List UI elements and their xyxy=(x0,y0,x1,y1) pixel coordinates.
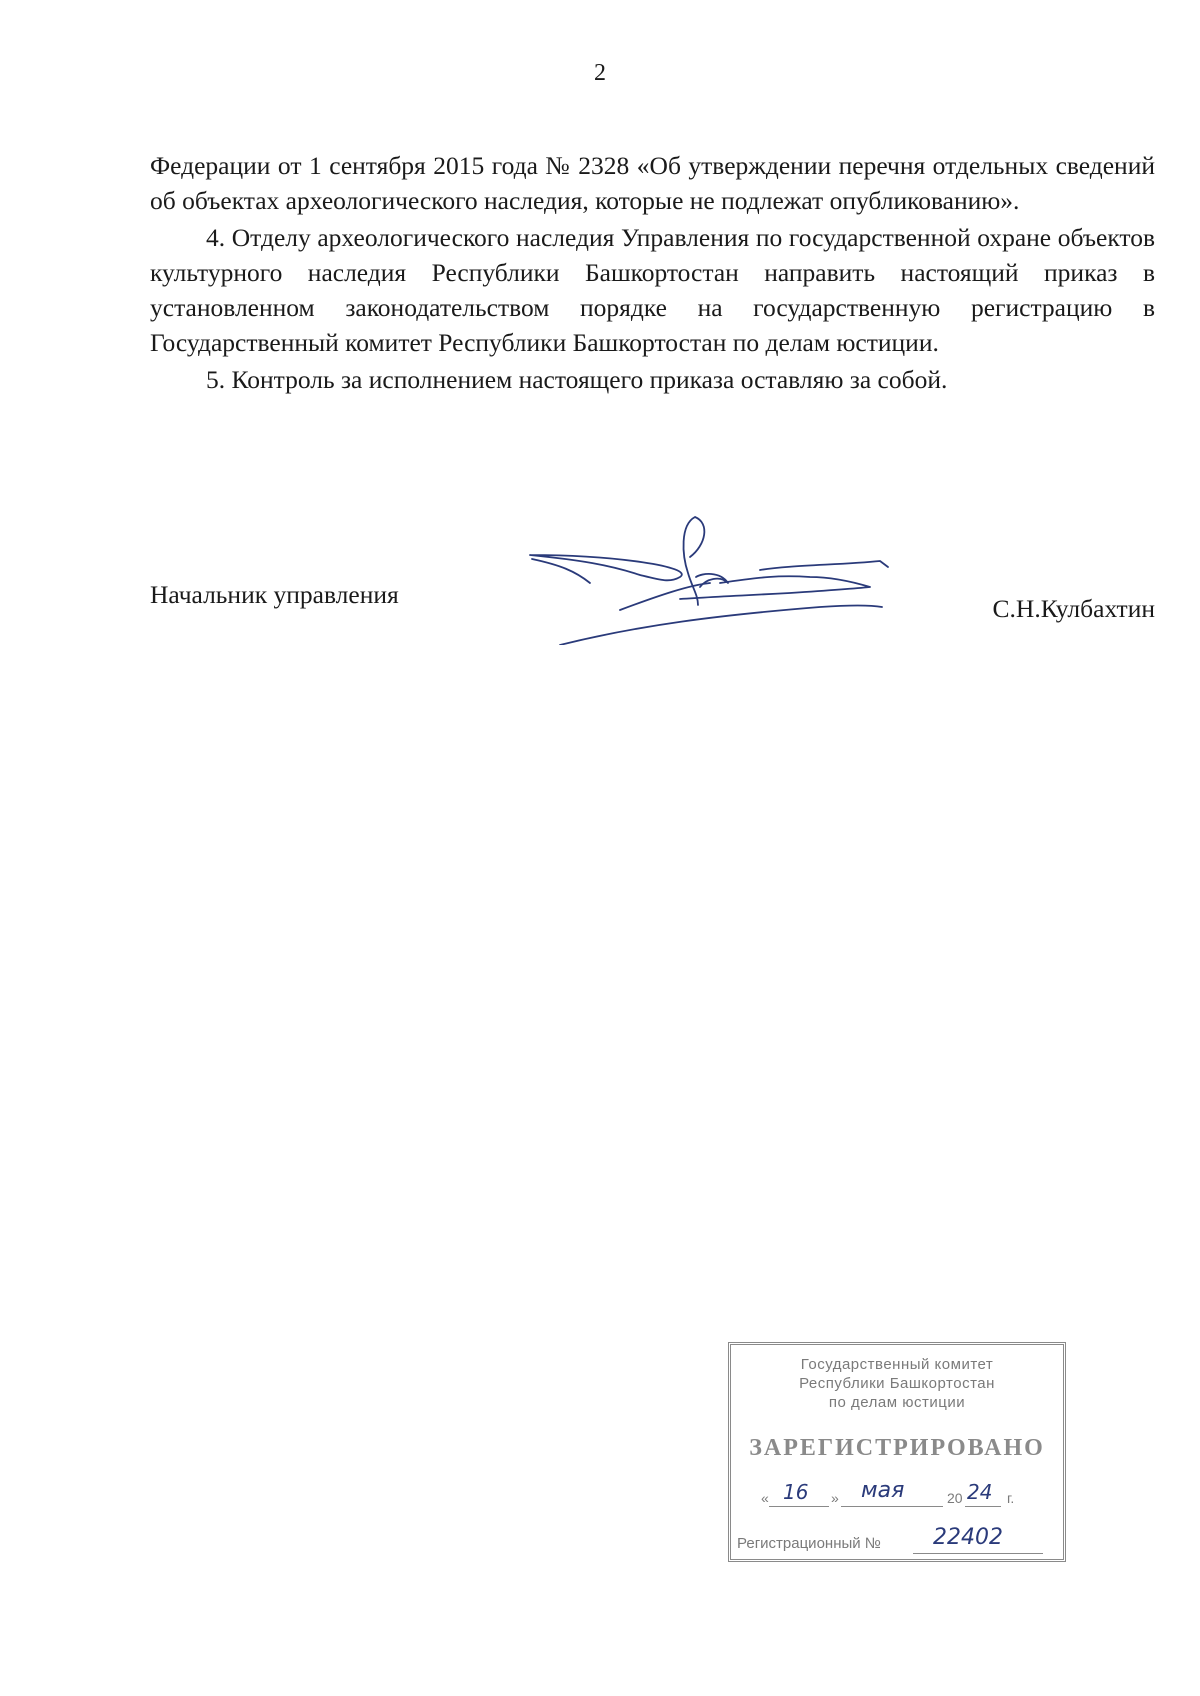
stamp-authority-line-1: Государственный комитет xyxy=(800,1356,994,1373)
stamp-year-unit: г. xyxy=(1007,1490,1015,1506)
registration-stamp xyxy=(728,1342,1066,1562)
paragraph-item-4: 4. Отделу археологического наследия Управления по государственной охране объектов культурного наследия Республики Башкортостан направить настоящий приказ в установленном законодательством порядке на государственную регистрацию в Государственный комитет Республики Башкортостан по делам юстиции. xyxy=(150,223,1155,357)
stamp-open-quote: « xyxy=(761,1490,769,1506)
signer-name: С.Н.Кулбахтин xyxy=(992,594,1155,623)
stamp-month: мая xyxy=(861,1478,905,1503)
stamp-authority-line-3: по делам юстиции xyxy=(828,1394,966,1411)
stamp-day: 16 xyxy=(783,1480,809,1504)
signer-position: Начальник управления xyxy=(150,580,399,609)
stamp-reg-label: Регистрационный № xyxy=(737,1535,881,1552)
paragraph-item-5: 5. Контроль за исполнением настоящего приказа оставляю за собой. xyxy=(206,365,948,394)
stamp-authority-line-2: Республики Башкортостан xyxy=(799,1375,995,1392)
page-number: 2 xyxy=(594,60,606,86)
stamp-status: ЗАРЕГИСТРИРОВАНО xyxy=(749,1435,1045,1461)
document-body xyxy=(150,148,1155,397)
paragraph-continuation: Федерации от 1 сентября 2015 года № 2328 «Об утверждении перечня отдельных сведений об объектах археологического наследия, которые не подлежат опубликованию». xyxy=(150,151,1155,215)
stamp-registration-number xyxy=(737,1525,1057,1557)
stamp-date xyxy=(761,1478,1051,1512)
handwritten-signature xyxy=(520,515,920,645)
stamp-year-suffix: 24 xyxy=(967,1480,993,1504)
stamp-year-prefix: 20 xyxy=(947,1490,963,1506)
stamp-close-quote: » xyxy=(831,1490,839,1506)
stamp-reg-number: 22402 xyxy=(933,1525,1003,1550)
